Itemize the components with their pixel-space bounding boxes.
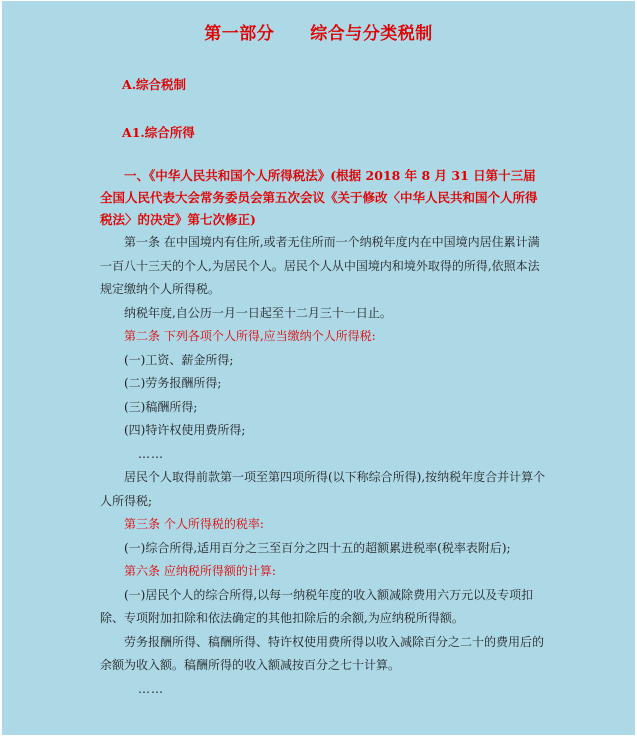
- section-heading-a: A.综合税制: [122, 77, 187, 92]
- income-item: (四)特许权使用费所得;: [124, 423, 246, 437]
- title-part: 第一部分: [204, 24, 275, 44]
- income-item: (一)工资、薪金所得;: [124, 352, 234, 367]
- title-name: 综合与分类税制: [310, 24, 433, 44]
- article-3-heading: 第三条 个人所得税的税率:: [124, 517, 264, 531]
- article-6-item-1: (一)居民个人的综合所得,以每一纳税年度的收入额减除费用六万元以及专项扣除、专项附加扣除和依法确定的其他扣除后的余额,为应纳税所得额。: [100, 587, 534, 625]
- income-item: (三)稿酬所得;: [124, 399, 198, 414]
- tax-year-paragraph: 纳税年度,自公历一月一日起至十二月三十一日止。: [124, 305, 392, 320]
- page-title: [2, 19, 635, 44]
- section-heading-a1: A1.综合所得: [122, 125, 195, 140]
- document-page: [2, 1, 635, 735]
- income-item: (二)劳务报酬所得;: [124, 376, 222, 390]
- article-1: 第一条 在中国境内有住所,或者无住所而一个纳税年度内在中国境内居住累计满一百八十三天的个人,为居民个人。居民个人从中国境内和境外取得的所得,依照本法规定缴纳个人所得税。: [100, 235, 540, 296]
- law-heading: 一、《中华人民共和国个人所得税法》(根据 2018 年 8 月 31 日第十三届全国人民代表大会常务委员会第五次会议《关于修改〈中华人民共和国个人所得税法〉的决定》第七次修正): [100, 168, 538, 227]
- labor-income-paragraph: 劳务报酬所得、稿酬所得、特许权使用费所得以收入减除百分之二十的费用后的余额为收入额。稿酬所得的收入额减按百分之七十计算。: [100, 634, 545, 672]
- article-2-heading: 第二条 下列各项个人所得,应当缴纳个人所得税:: [124, 329, 376, 343]
- ellipsis: ……: [138, 446, 164, 461]
- ellipsis-end: ……: [138, 681, 164, 696]
- article-6-heading: 第六条 应纳税所得额的计算:: [124, 564, 276, 578]
- document-body: [100, 165, 548, 701]
- article-3-item-1: (一)综合所得,适用百分之三至百分之四十五的超额累进税率(税率表附后);: [124, 540, 511, 555]
- resident-income-paragraph: 居民个人取得前款第一项至第四项所得(以下称综合所得),按纳税年度合并计算个人所得税;: [100, 470, 546, 508]
